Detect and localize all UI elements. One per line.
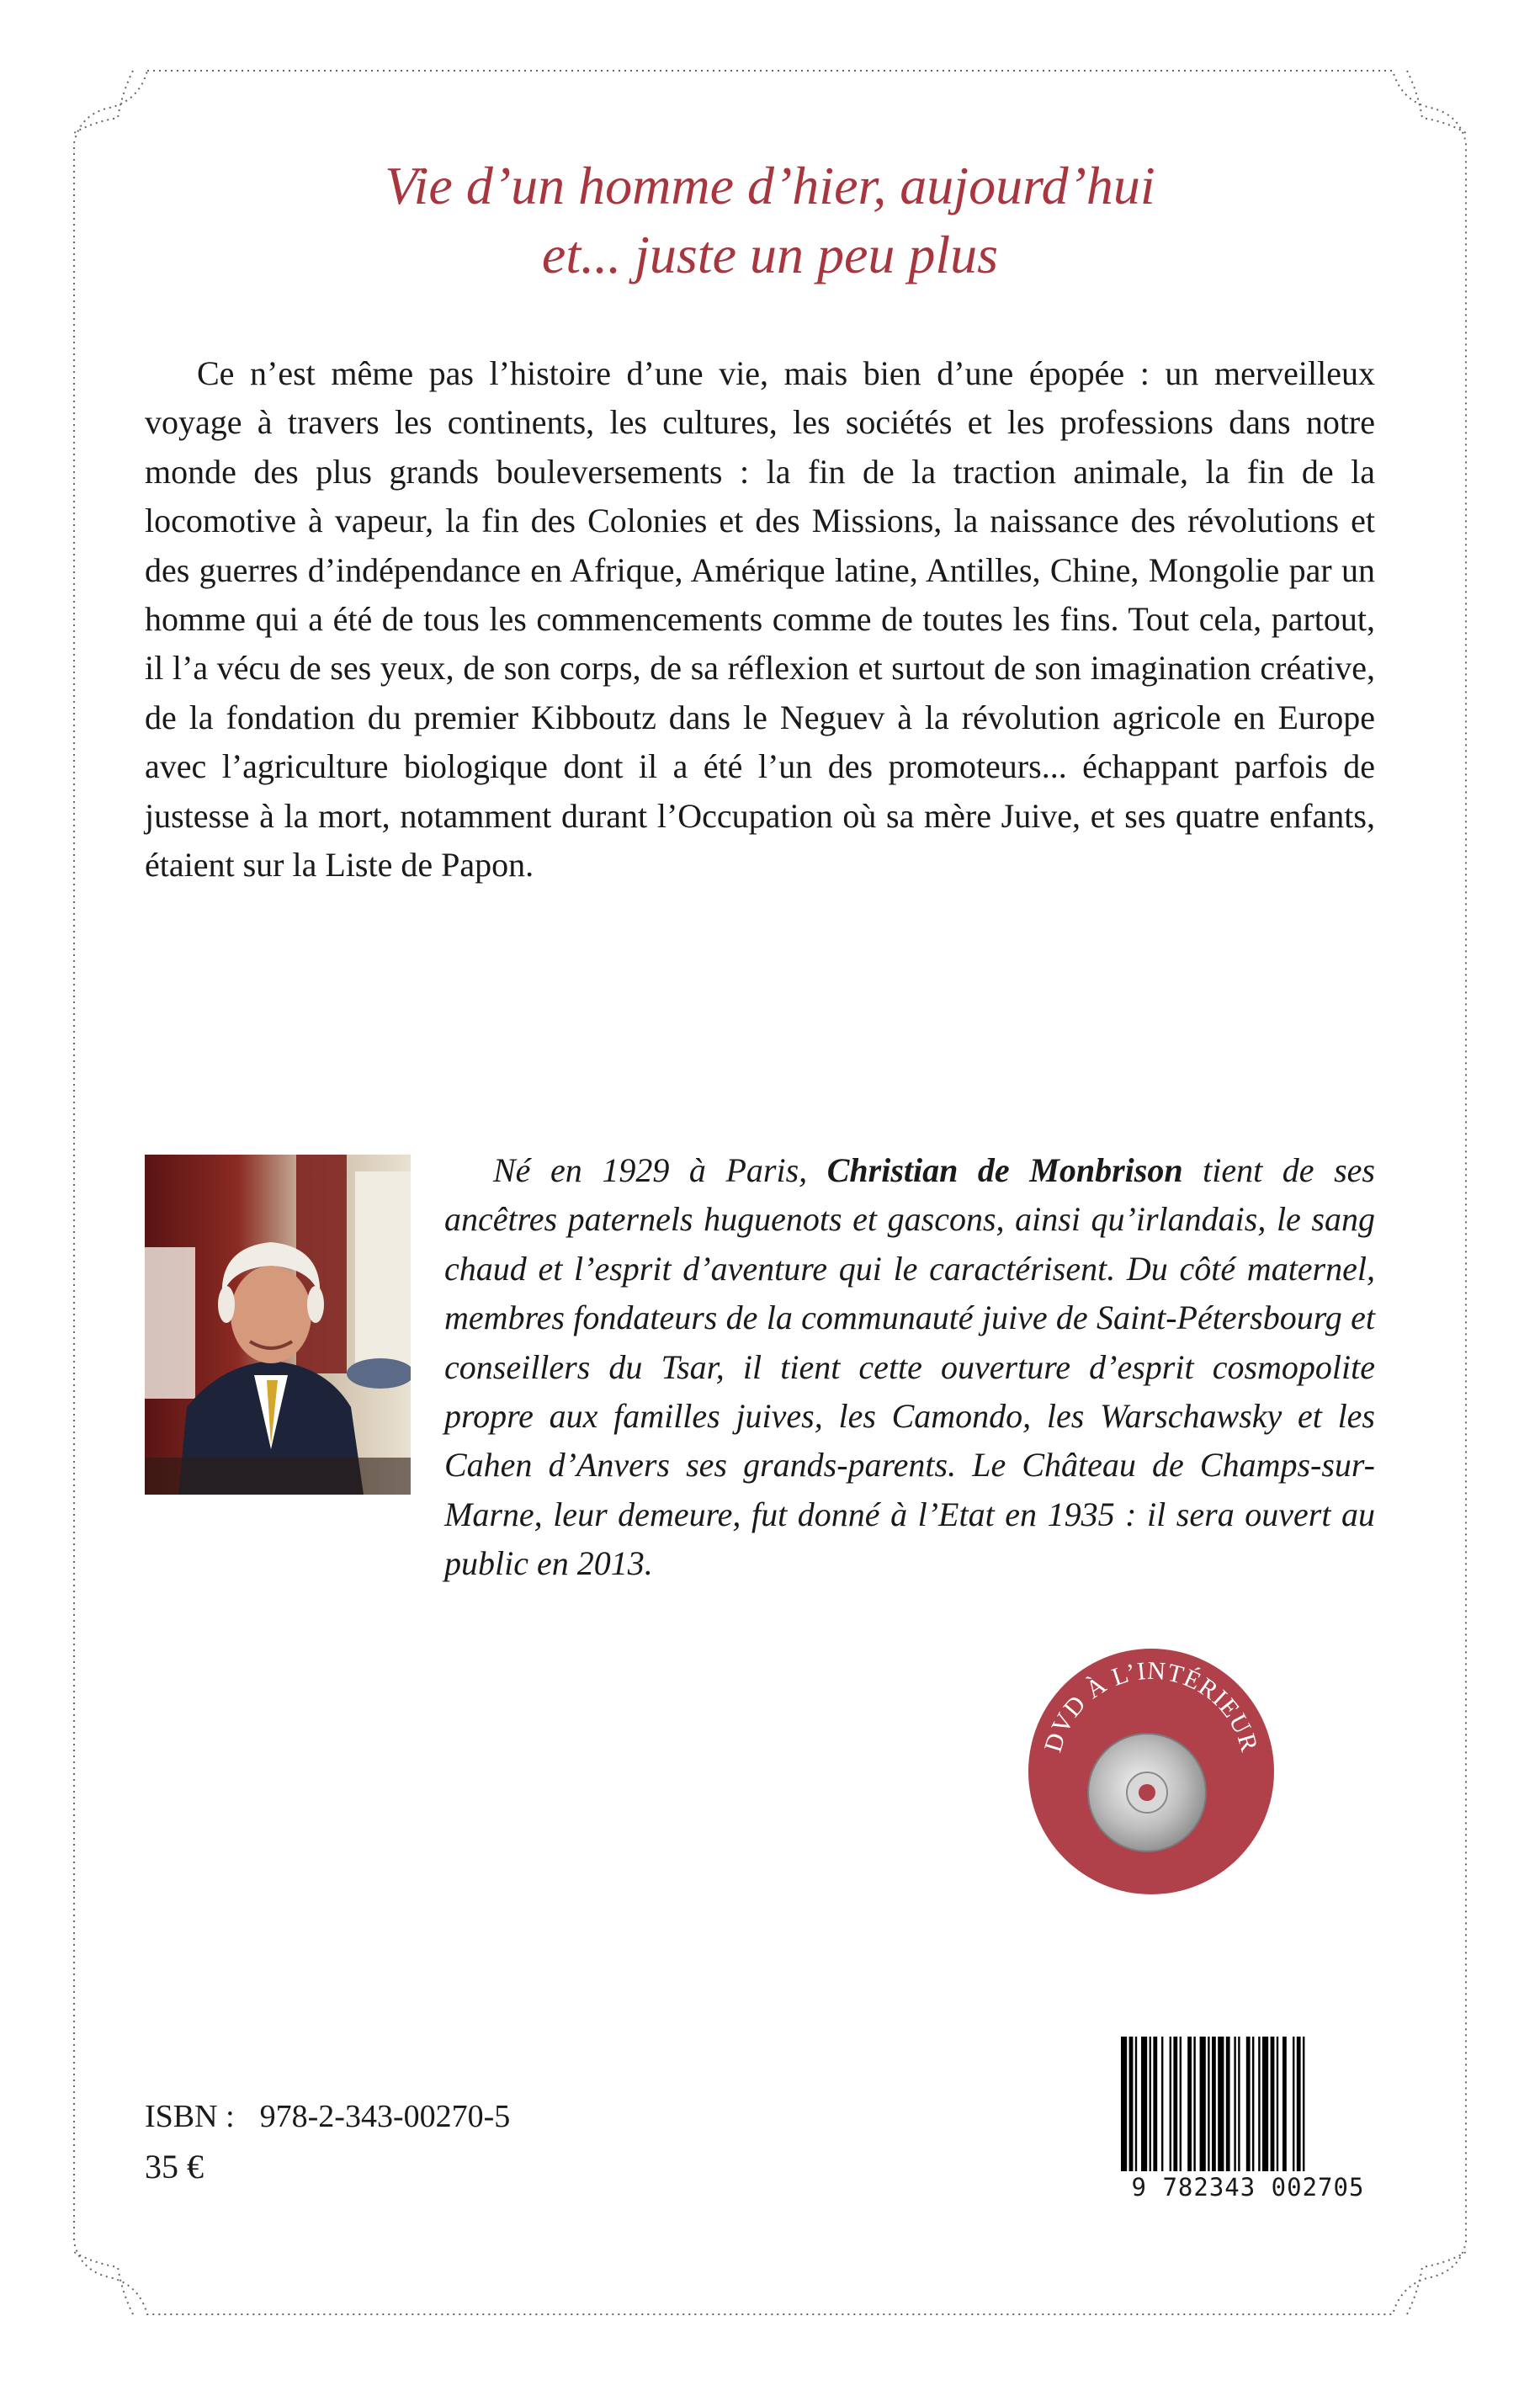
bio-intro: Né en 1929 à Paris, <box>493 1151 827 1189</box>
isbn-label: ISBN : <box>145 2099 235 2134</box>
title-line-1: Vie d’un homme d’hier, aujourd’hui <box>385 156 1155 215</box>
author-name: Christian de Monbrison <box>826 1151 1183 1189</box>
author-photo <box>145 1155 411 1495</box>
barcode <box>1118 2037 1378 2180</box>
title-line-2: et... juste un peu plus <box>541 225 999 284</box>
isbn-line <box>145 2097 510 2136</box>
dvd-badge <box>1025 1645 1277 1898</box>
isbn-value: 978-2-343-00270-5 <box>259 2099 511 2134</box>
barcode-digits: 9 782343 002705 <box>1131 2173 1365 2202</box>
dvd-badge-label: DVD À L’INTÉRIEUR <box>1038 1656 1264 1756</box>
book-title <box>151 151 1389 289</box>
author-biography <box>444 1146 1375 1589</box>
price: 35 € <box>145 2148 204 2186</box>
book-summary: Ce n’est même pas l’histoire d’une vie, mais bien d’une épopée : un merveilleux voyage à travers les continents, les cultures, les sociétés et les professions dans notre monde des plus grands bouleversements : la fin de la traction animale, la fin de la locomotive à vapeur, la fin des Colonies et des Missions, la naissance des révolutions et des guerres d’indépendance en Afrique, Amérique latine, Antilles, Chine, Mongolie par un homme qui a été de tous les commencements comme de toutes les fins. Tout cela, partout, il l’a vécu de ses yeux, de son corps, de sa réflexion et surtout de son imagination créative, de la fondation du premier Kibboutz dans le Neguev à la révolution agricole en Europe avec l’agriculture biologique dont il a été l’un des promoteurs... échappant parfois de justesse à la mort, notamment durant l’Occupation où sa mère Juive, et ses quatre enfants, étaient sur la Liste de Papon. <box>145 354 1375 884</box>
bio-text: tient de ses ancêtres paternels huguenots et gascons, ainsi qu’irlandais, le sang chaud et l’esprit d’aventure qui le caractérisent. Du côté maternel, membres fondateurs de la communauté juive de Saint-Pétersbourg et conseillers du Tsar, il tient cette ouverture d’esprit cosmopolite propre aux familles juives, les Camondo, les Warschawsky et les Cahen d’Anvers ses grands-parents. Le Château de Champs-sur-Marne, leur demeure, fut donné à l’Etat en 1935 : il sera ouvert au public en 2013. <box>444 1151 1376 1583</box>
